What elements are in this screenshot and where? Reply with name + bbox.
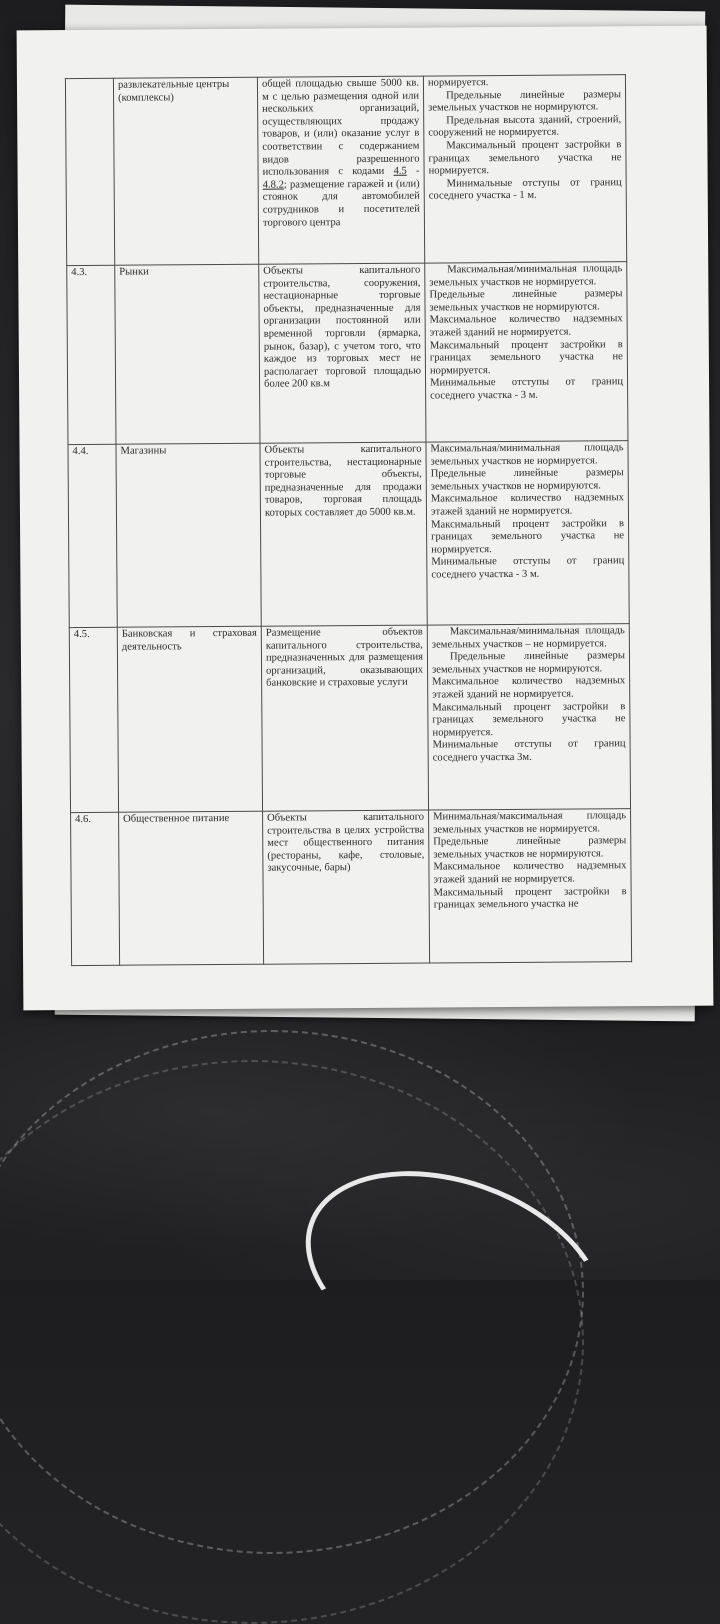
row-number: 4.6. <box>71 812 120 965</box>
table-row <box>71 809 632 966</box>
row-number: 4.3. <box>67 265 116 444</box>
table-row <box>69 624 630 813</box>
code-link-4-8-2[interactable]: 4.8.2 <box>262 179 284 191</box>
use-description: Объекты капитального строительства, сооружения, нестационарные торговые объекты, предназначенные для организации постоянной или временной торговли (ярмарка, рынок, базар), с учетом того, что каждое из торговых мест не располагает торговой площадью более 200 кв.м <box>259 263 426 443</box>
use-description: Размещение объектов капитального строительства, предназначенных для размещения организаций, оказывающих банковские и страховые услуги <box>261 625 428 811</box>
row-number: 4.5. <box>69 627 118 812</box>
table-row <box>68 441 629 628</box>
use-description: общей площадью свыше 5000 кв. м с целью размещения одной или нескольких организаций, осуществляющих продажу товаров, и (или) оказание услуг в соответствии с содержанием видов разрешенного использования с кодами 4.5 - 4.8.2; размещение гаражей и (или) стоянок для автомобилей сотрудников и посетителей торгового центра <box>257 76 424 264</box>
document-page <box>17 26 714 1011</box>
use-parameters: Минимальная/максимальная площадь земельных участков не нормируется. Предельные линейные размеры земельных участков не нормируются. Максимальное количество надземных этажей зданий не нормируется. Максимальный процент застройки в границах земельного участка не <box>429 809 632 963</box>
use-parameters: Максимальная/минимальная площадь земельных участков не нормируется. Предельные линейные размеры земельных участков не нормируются. Максимальное количество надземных этажей зданий не нормируется. Максимальный процент застройки в границах земельного участка не нормируется. Минимальные отступы от границ соседнего участка - 3 м. <box>426 441 629 625</box>
use-name: развлекательные центры (комплексы) <box>113 77 258 265</box>
use-name: Магазины <box>116 443 261 627</box>
table-row <box>65 75 626 266</box>
use-description: Объекты капитального строительства, нестационарные торговые объекты, предназначенные для продажи товаров, торговая площадь которых составляет до 5000 кв.м. <box>260 442 427 626</box>
table-row <box>67 262 628 445</box>
use-name: Общественное питание <box>119 811 264 965</box>
use-parameters: Максимальная/минимальная площадь земельных участков – не нормируется. Предельные линейные размеры земельных участков не нормируются. Максимальное количество надземных этажей зданий не нормируется. Максимальный процент застройки в границах земельного участка не нормируется. Минимальные отступы от границ соседнего участка 3м. <box>427 624 630 810</box>
use-description: Объекты капитального строительства в целях устройства мест общественного питания (рестораны, кафе, столовые, закусочные, бары) <box>263 810 430 964</box>
use-parameters: нормируется. Предельные линейные размеры земельных участков не нормируются. Предельная высота зданий, строений, сооружений не нормируется. Максимальный процент застройки в границах земельного участка не нормируется. Минимальные отступы от границ соседнего участка - 1 м. <box>423 75 626 263</box>
row-number <box>65 78 114 265</box>
use-parameters: Максимальная/минимальная площадь земельных участков не нормируется. Предельные линейные размеры земельных участков не нормируются. Максимальное количество надземных этажей зданий не нормируется. Максимальный процент застройки в границах земельного участка не нормируется. Минимальные отступы от границ соседнего участка - 3 м. <box>425 262 628 442</box>
use-name: Банковская и страховая деятельность <box>117 626 262 812</box>
use-name: Рынки <box>115 264 260 444</box>
code-link-4-5[interactable]: 4.5 <box>393 165 407 177</box>
row-number: 4.4. <box>68 444 117 627</box>
land-use-table <box>65 74 632 966</box>
